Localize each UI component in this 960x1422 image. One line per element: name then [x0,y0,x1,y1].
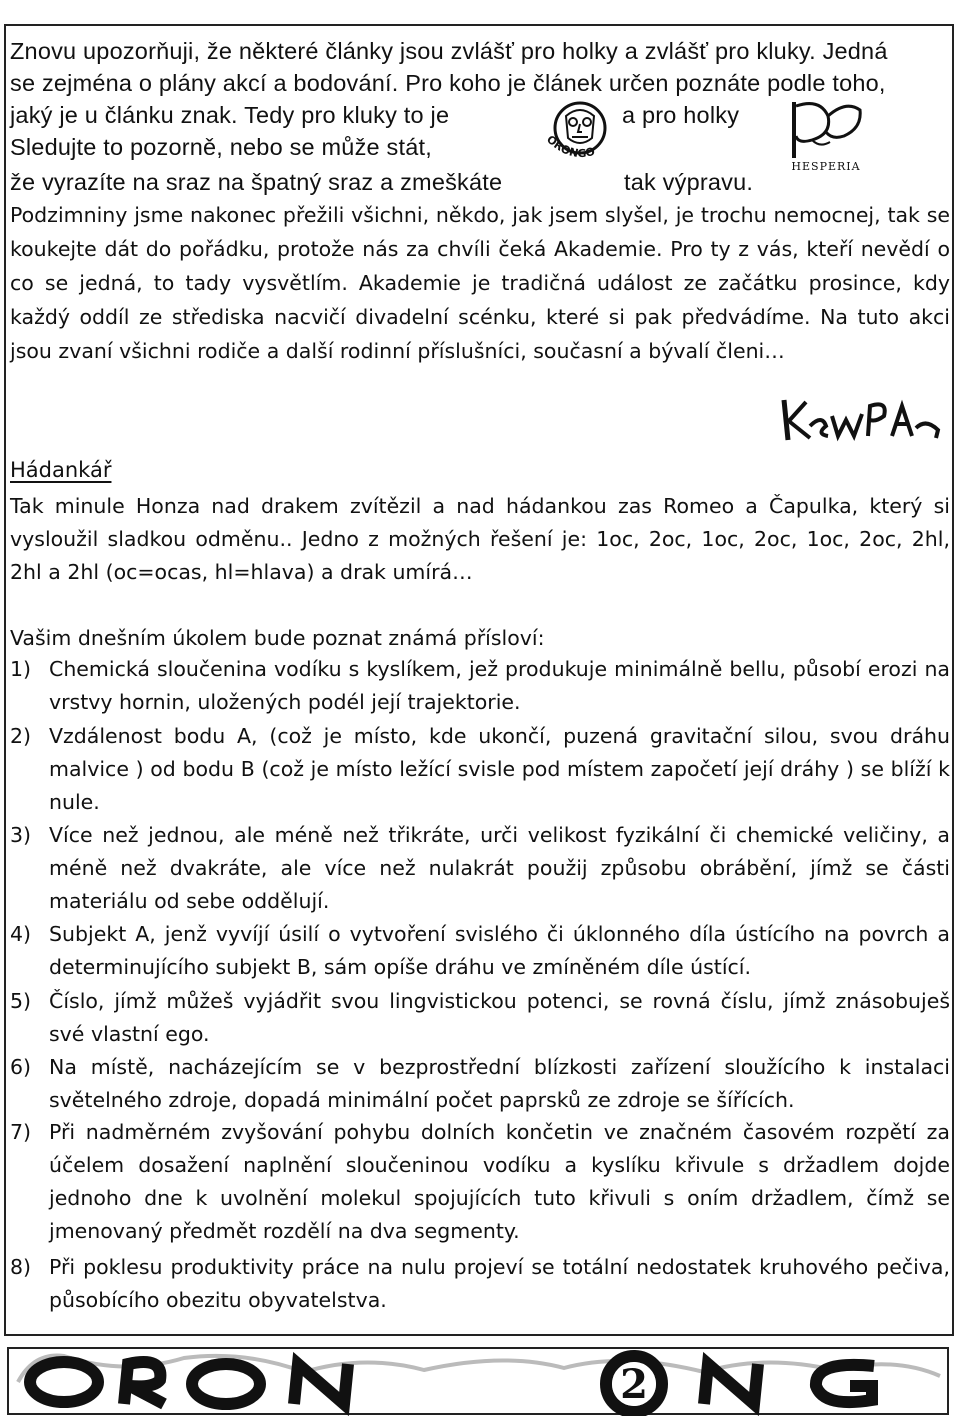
intro-line-2: se zejména o plány akcí a bodování. Pro koho je článek určen poznáte podle toho, [10,70,886,96]
intro-line-1: Znovu upozorňuji, že některé články jsou zvlášť pro holky a zvlášť pro kluky. Jedná [10,38,888,64]
riddle-item [10,918,950,984]
riddle-item-number: 5) [10,989,32,1013]
riddle-item-number: 2) [10,724,32,748]
page-number: 2 [620,1361,648,1408]
riddle-task: Vašim dnešním úkolem bude poznat známá přísloví: [10,626,545,650]
riddle-item-number: 1) [10,657,32,681]
riddle-item-text: Více než jednou, ale méně než třikráte, urči velikost fyzikální či chemické veličiny, a méně než dvakráte, ale více než nulakrát použij způsobu obrábění, jímž se části materiálu od sebe oddělují. [49,823,950,913]
intro-line-3a: jaký je u článku znak. Tedy pro kluky to je [10,102,450,128]
riddle-item-number: 7) [10,1120,32,1144]
intro-line-3b: a pro holky [622,102,740,128]
riddle-item [10,1051,950,1117]
intro-line-4: Sledujte to pozorně, nebo se může stát, [10,134,432,160]
riddle-item [10,1251,950,1317]
academy-paragraph: Podzimniny jsme nakonec přežili všichni, někdo, jak jsem slyšel, je trochu nemocnej, tak se koukejte dát do pořádku, protože nás za chvíli čeká Akademie. Pro ty z vás, kteří nevědí o co se jedná, to tady vysvětlím. Akademie je tradičná událost ze začátku prosince, kdy každý oddíl ze střediska nacvičí divadelní scénku, které si pak předvádíme. Na tuto akci jsou zvaní všichni rodiče a další rodinní příslušníci, současní a bývalí členi… [10,203,950,363]
svg-text:ORONGO: ORONGO [544,132,597,161]
riddle-item [10,985,950,1051]
intro-line-5b: tak výpravu. [624,169,754,195]
riddle-item-text: Chemická sloučenina vodíku s kyslíkem, jež produkuje minimálně bellu, působí erozi na vrstvy hornin, uložených podél její trajektorie. [49,657,950,714]
riddle-item-text: Vzdálenost bodu A, (což je místo, kde ukončí, puzená gravitační silou, svou dráhu malvice ) od bodu B (což je místo ležící svisle pod místem započetí její dráhy ) se blíží k nule. [49,724,950,814]
riddle-paragraph: Tak minule Honza nad drakem zvítězil a nad hádankou zas Romeo a Čapulka, který si vysloužil sladkou odměnu.. Jedno z možných řešení je: 1oc, 2oc, 1oc, 2oc, 1oc, 2oc, 2hl, 2hl a 2hl (oc=ocas, hl=hlava) a drak umírá… [10,494,950,584]
intro-line-5a: že vyrazíte na sraz na špatný sraz a zmeškáte [10,169,503,195]
svg-text:HESPERIA: HESPERIA [791,160,861,173]
riddle-item-number: 8) [10,1255,32,1279]
riddle-item-text: Při nadměrném zvyšování pohybu dolních končetin ve značném časovém rozpětí za účelem dosažení naplnění sloučeninou vodíku a kyslíku křivule s držadlem dojde jednoho dne k uvolnění molekul spojujících tuto křivuli s oním držadlem, čímž se jmenovaný předmět rozdělí na dva segmenty. [49,1120,950,1243]
riddle-item-text: Subjekt A, jenž vyvíjí úsilí o vytvoření svislého či úklonného díla ústícího na povrch a determinujícího subjekt B, sám opíše dráhu ve zmíněném díle ústící. [49,922,950,979]
orongo-logo-icon [538,94,628,172]
riddle-item-text: Při poklesu produktivity práce na nulu projeví se totální nedostatek kruhového pečiva, působícího obezitu obyvatelstva. [49,1255,950,1312]
riddle-item-number: 6) [10,1055,32,1079]
orongo-footer-banner [4,1346,954,1416]
riddle-item [10,819,950,918]
riddle-heading: Hádankář [10,458,112,482]
riddle-item [10,1116,950,1248]
riddle-item-number: 4) [10,922,32,946]
riddle-item-text: Číslo, jímž můžeš vyjádřit svou lingvistickou potenci, se rovná číslu, jímž znásobuješ své vlastní ego. [49,989,950,1046]
riddle-item-number: 3) [10,823,32,847]
riddle-item [10,653,950,719]
riddle-item [10,720,950,819]
hesperia-logo-icon [786,96,866,176]
signature-kewpa-icon [776,392,946,448]
riddle-item-text: Na místě, nacházejícím se v bezprostřední blízkosti zařízení sloužícího k instalaci světelného zdroje, dopadá minimální počet paprsků ze zdroje se šířících. [49,1055,950,1112]
